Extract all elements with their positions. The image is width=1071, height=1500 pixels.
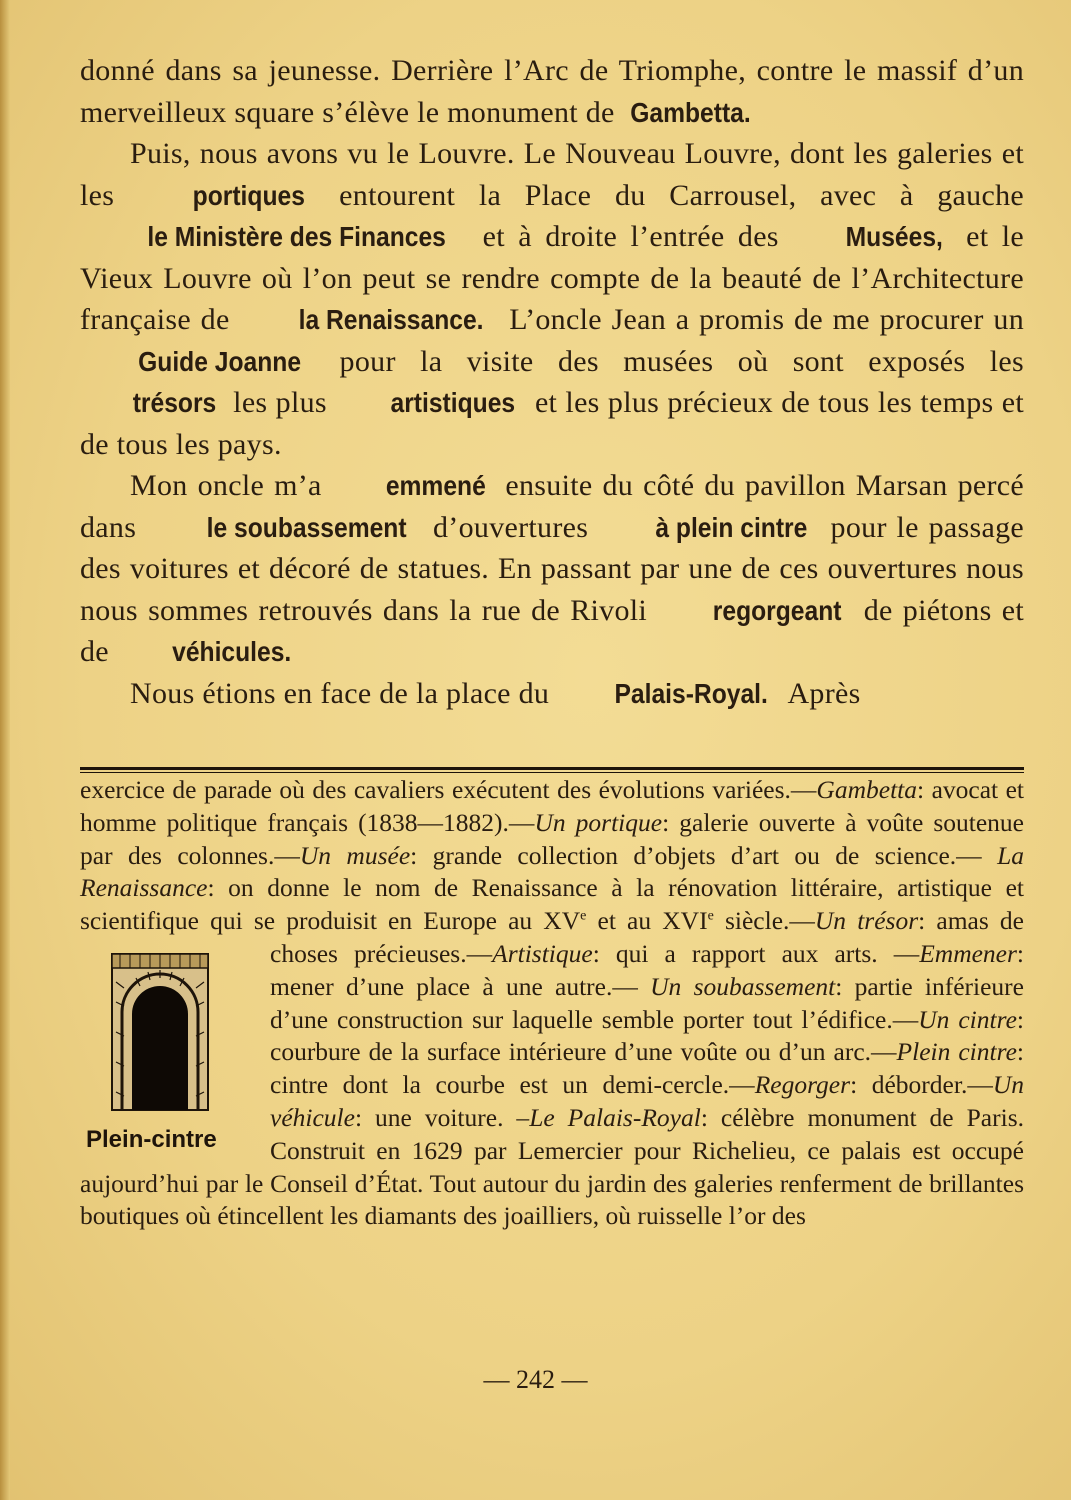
keyword: portiques	[192, 179, 305, 211]
paragraph-1: donné dans sa jeunesse. Derrière l’Arc de Triomphe, contre le massif d’un merveilleux square s’élève le monument de Gambetta.	[80, 50, 1024, 133]
plein-cintre-figure	[80, 938, 260, 1166]
keyword: Palais-Royal.	[614, 677, 768, 709]
keyword: regorgeant	[713, 594, 842, 626]
page-number: — 242 —	[483, 1365, 588, 1394]
paragraph-4: Nous étions en face de la place du Palais-Royal. Après	[80, 673, 1024, 715]
keyword: Gambetta.	[630, 96, 752, 128]
footnote-text: exercice de parade où des cavaliers exécutent des évolutions variées.—Gambetta: avocat et homme politique français (1838—1882).—Un portique: galerie ouverte à voûte soutenue par des colonnes.—Un musée: grande collection d’objets d’art ou de science.— La Renaissance: on donne le nom de Renaissance à la rénovation littéraire, artistique et scientifique qui se produisit en Europe au XVe et au XVIe siècle.—Un trésor: amas de choses précieuses.—Artistique: qui a rapport aux arts. — Plein-cintre Emmener: mener d’une place à une autre.— Un soubassement: partie inférieure d’une construction sur laquelle semble porter tout l’édifice.—Un cintre: courbure de la surface intérieure d’une voûte ou d’un arc.—Plein cintre: cintre dont la courbe est un demi-cercle.—Regorger: déborder.—Un véhicule: une voiture. –Le Palais-Royal: célèbre monument de Paris. Construit en 1629 par Lemercier pour Richelieu, ce palais est occupé aujourd’hui par le Conseil d’État. Tout autour du jardin des galeries renferment de brillantes boutiques où étincellent les diamants des joailliers, où ruisselle l’or des	[80, 775, 1025, 1231]
keyword: trésors	[132, 387, 217, 418]
keyword: artistiques	[390, 387, 516, 418]
main-text	[80, 50, 1024, 714]
keyword: véhicules.	[171, 636, 292, 667]
figure-caption: Plein-cintre	[86, 1125, 217, 1153]
footnote-divider	[80, 767, 1024, 770]
keyword: Musées,	[845, 221, 944, 252]
footnotes	[80, 774, 1024, 1233]
keyword: à plein cintre	[655, 511, 808, 543]
keyword: le Ministère des Finances	[147, 221, 446, 252]
keyword: emmené	[385, 470, 486, 501]
keyword: la Renaissance.	[298, 304, 484, 335]
keyword: Guide Joanne	[138, 345, 302, 377]
arch-illustration-icon	[110, 952, 210, 1112]
paragraph-3: Mon oncle m’a emmené ensuite du côté du pavillon Marsan percé dans le soubassement d’ouvertures à plein cintre pour le passage des voitures et décoré de statues. En passant par une de ces ouvertures nous nous sommes retrouvés dans la rue de Rivoli regorgeant de piétons et de véhicules.	[80, 465, 1024, 673]
paragraph-2: Puis, nous avons vu le Louvre. Le Nouveau Louvre, dont les galeries et les portiques entourent la Place du Carrousel, avec à gauche le Ministère des Finances et à droite l’entrée des Musées, et le Vieux Louvre où l’on peut se rendre compte de la beauté de l’Architecture française de la Renaissance. L’oncle Jean a promis de me procurer un Guide Joanne pour la visite des musées où sont exposés les trésors les plus artistiques et les plus précieux de tous les temps et de tous les pays.	[80, 137, 1024, 461]
page-binding-edge	[0, 0, 10, 1500]
keyword: le soubassement	[206, 511, 407, 543]
footnote-divider-thin	[80, 772, 1024, 773]
